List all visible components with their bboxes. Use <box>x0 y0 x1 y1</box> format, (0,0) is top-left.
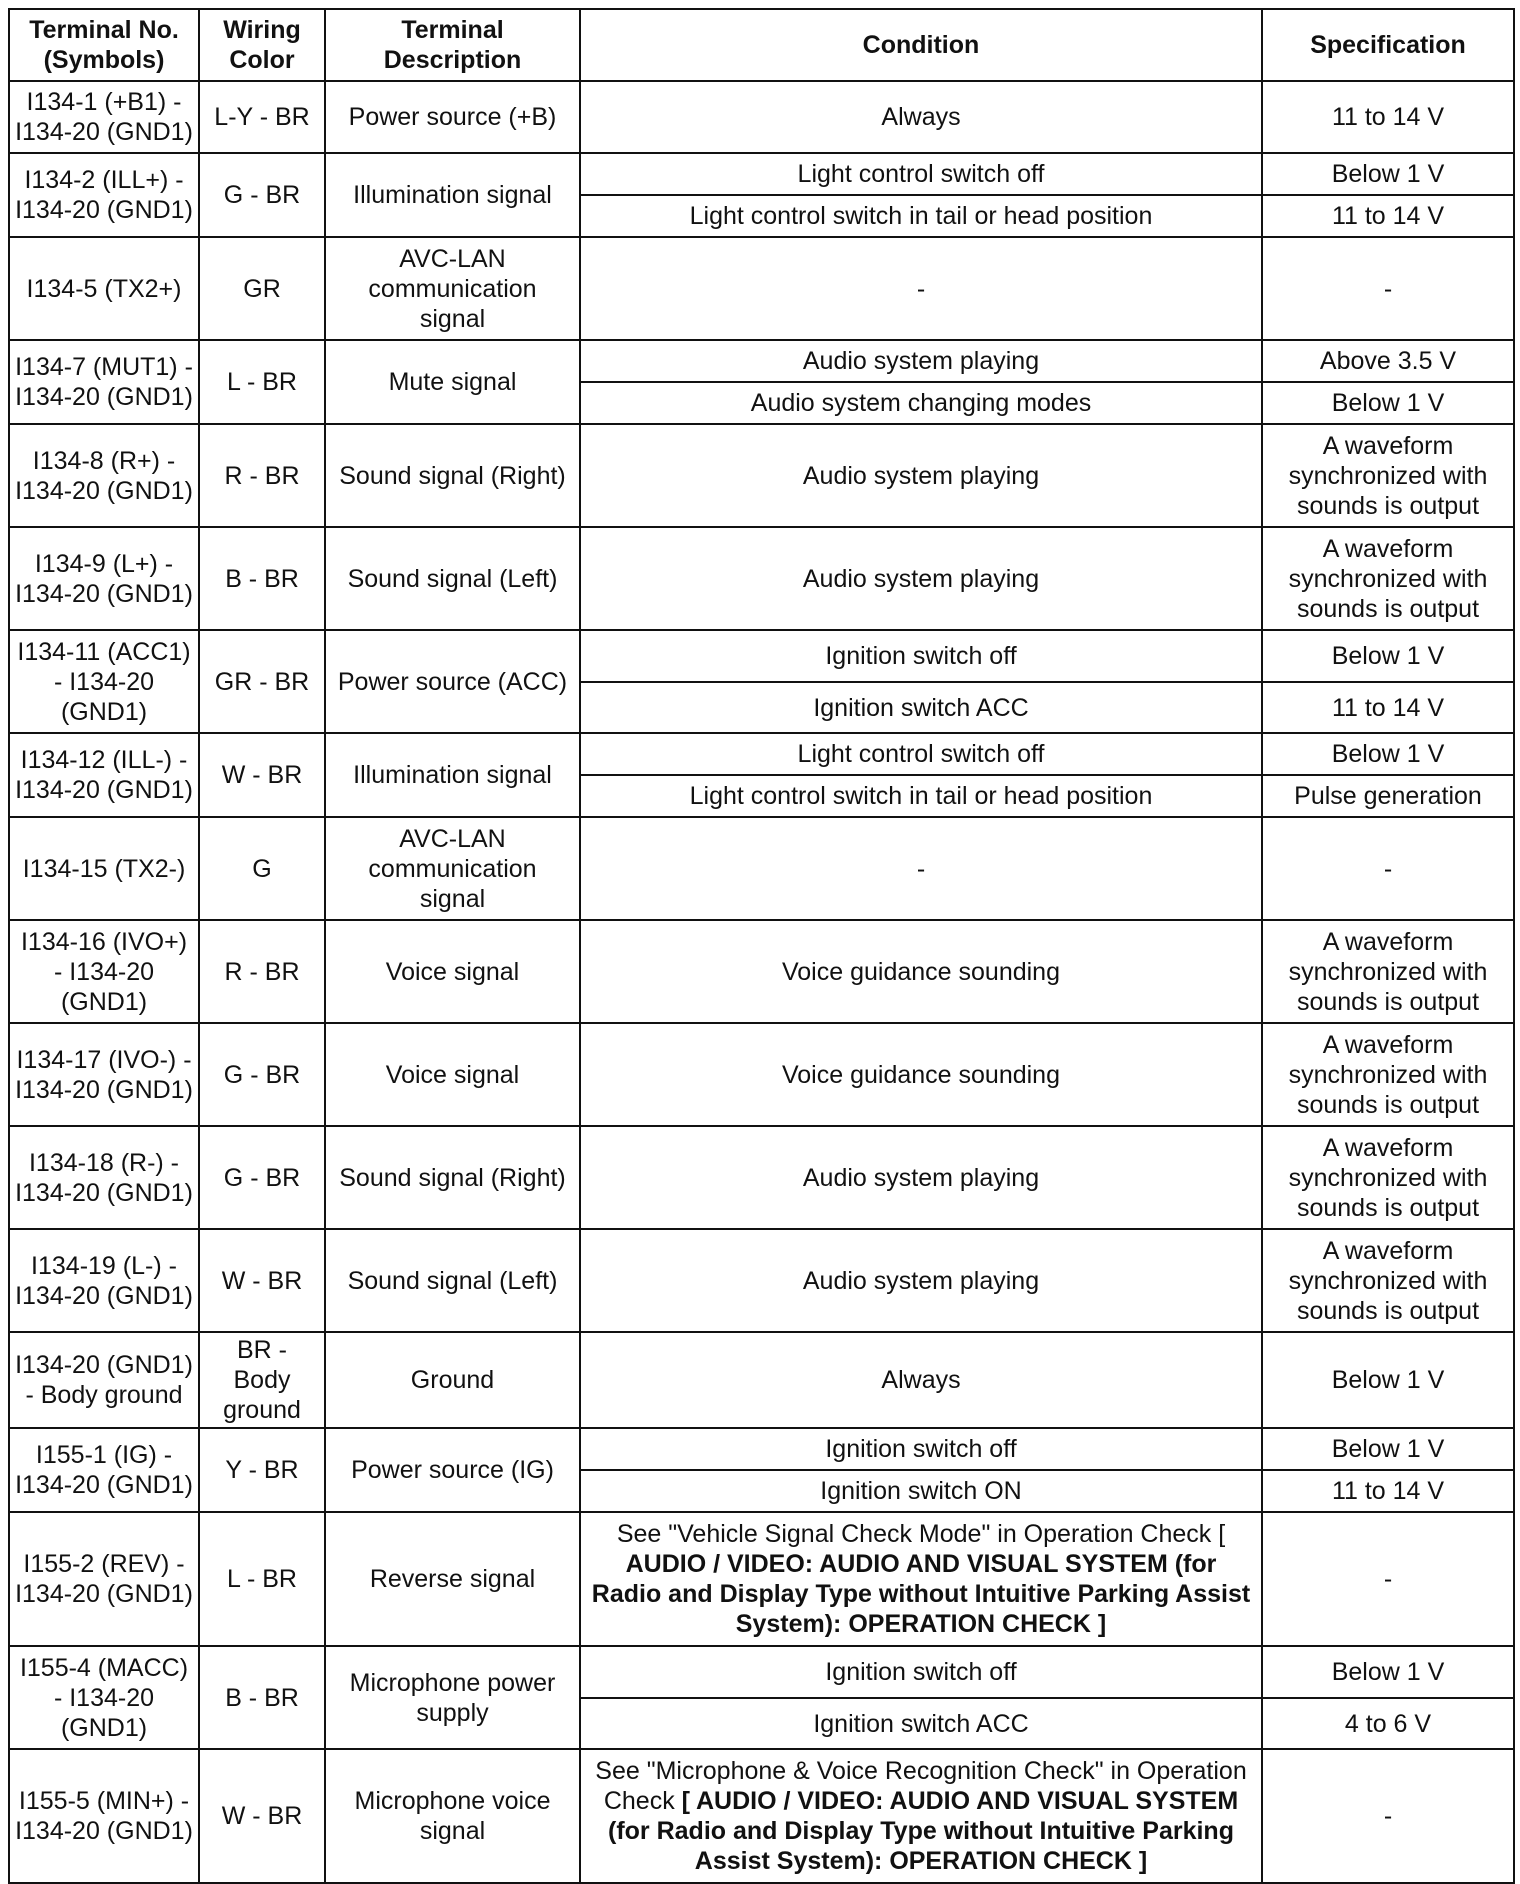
table-row <box>9 153 1514 195</box>
description-cell: Reverse signal <box>325 1512 580 1646</box>
condition-cell: Voice guidance sounding <box>580 920 1262 1023</box>
spec-cell: Below 1 V <box>1262 630 1514 682</box>
operation-check-reference: [ AUDIO / VIDEO: AUDIO AND VISUAL SYSTEM (for Radio and Display Type without Intuitive Parking Assist System): OPERATION CHECK ] <box>608 1787 1239 1875</box>
wiring-color-cell: G - BR <box>199 1023 325 1126</box>
table-row <box>9 1023 1514 1126</box>
terminal-cell: I134-2 (ILL+) - I134-20 (GND1) <box>9 153 199 237</box>
header-description: Terminal Description <box>325 9 580 81</box>
condition-cell: Ignition switch off <box>580 1646 1262 1698</box>
condition-cell: Audio system playing <box>580 1126 1262 1229</box>
description-cell: Ground <box>325 1332 580 1428</box>
table-row <box>9 920 1514 1023</box>
description-cell: Illumination signal <box>325 733 580 817</box>
terminal-cell: I134-11 (ACC1) - I134-20 (GND1) <box>9 630 199 733</box>
spec-cell: Above 3.5 V <box>1262 340 1514 382</box>
terminal-spec-table <box>8 8 1515 1884</box>
spec-cell: 11 to 14 V <box>1262 195 1514 237</box>
terminal-cell: I134-19 (L-) - I134-20 (GND1) <box>9 1229 199 1332</box>
table-row <box>9 1229 1514 1332</box>
description-cell: Sound signal (Left) <box>325 527 580 630</box>
table-row <box>9 424 1514 527</box>
spec-cell: A waveform synchronized with sounds is output <box>1262 527 1514 630</box>
terminal-table-container <box>8 8 1513 1884</box>
description-cell: Voice signal <box>325 920 580 1023</box>
spec-cell: A waveform synchronized with sounds is output <box>1262 1126 1514 1229</box>
spec-cell: Below 1 V <box>1262 1646 1514 1698</box>
terminal-cell: I155-5 (MIN+) - I134-20 (GND1) <box>9 1749 199 1883</box>
terminal-cell: I155-4 (MACC) - I134-20 (GND1) <box>9 1646 199 1749</box>
spec-cell: - <box>1262 817 1514 920</box>
terminal-cell: I134-12 (ILL-) - I134-20 (GND1) <box>9 733 199 817</box>
description-cell: Power source (ACC) <box>325 630 580 733</box>
terminal-cell: I134-8 (R+) - I134-20 (GND1) <box>9 424 199 527</box>
terminal-cell: I134-15 (TX2-) <box>9 817 199 920</box>
wiring-color-cell: Y - BR <box>199 1428 325 1512</box>
description-cell: Voice signal <box>325 1023 580 1126</box>
table-row <box>9 81 1514 153</box>
condition-cell: Ignition switch off <box>580 630 1262 682</box>
wiring-color-cell: B - BR <box>199 1646 325 1749</box>
table-row <box>9 1126 1514 1229</box>
wiring-color-cell: W - BR <box>199 1749 325 1883</box>
description-cell: Power source (+B) <box>325 81 580 153</box>
spec-cell: A waveform synchronized with sounds is output <box>1262 1023 1514 1126</box>
wiring-color-cell: GR <box>199 237 325 340</box>
condition-cell: Ignition switch ACC <box>580 1698 1262 1749</box>
condition-cell: Light control switch off <box>580 153 1262 195</box>
table-row <box>9 340 1514 382</box>
condition-cell: Light control switch in tail or head position <box>580 195 1262 237</box>
table-row <box>9 1512 1514 1646</box>
wiring-color-cell: BR - Body ground <box>199 1332 325 1428</box>
condition-cell: Voice guidance sounding <box>580 1023 1262 1126</box>
terminal-cell: I134-18 (R-) - I134-20 (GND1) <box>9 1126 199 1229</box>
terminal-cell: I134-1 (+B1) - I134-20 (GND1) <box>9 81 199 153</box>
description-cell: Illumination signal <box>325 153 580 237</box>
spec-cell: A waveform synchronized with sounds is output <box>1262 1229 1514 1332</box>
condition-cell <box>580 1749 1262 1883</box>
spec-cell: - <box>1262 1512 1514 1646</box>
condition-cell: Always <box>580 81 1262 153</box>
spec-cell: - <box>1262 237 1514 340</box>
table-row <box>9 1749 1514 1883</box>
spec-cell: 11 to 14 V <box>1262 81 1514 153</box>
wiring-color-cell: L - BR <box>199 1512 325 1646</box>
header-wiring-color: Wiring Color <box>199 9 325 81</box>
description-cell: Microphone voice signal <box>325 1749 580 1883</box>
wiring-color-cell: L-Y - BR <box>199 81 325 153</box>
spec-cell: 11 to 14 V <box>1262 682 1514 733</box>
condition-cell: Always <box>580 1332 1262 1428</box>
operation-check-reference: AUDIO / VIDEO: AUDIO AND VISUAL SYSTEM (for Radio and Display Type without Intuitive Parking Assist System): OPERATION CHECK ] <box>591 1550 1251 1638</box>
table-row <box>9 817 1514 920</box>
spec-cell: Below 1 V <box>1262 1332 1514 1428</box>
terminal-cell: I134-5 (TX2+) <box>9 237 199 340</box>
description-cell: AVC-LAN communication signal <box>325 237 580 340</box>
terminal-cell: I134-17 (IVO-) - I134-20 (GND1) <box>9 1023 199 1126</box>
spec-cell: - <box>1262 1749 1514 1883</box>
condition-cell: Ignition switch ON <box>580 1470 1262 1512</box>
table-header-row <box>9 9 1514 81</box>
table-row <box>9 630 1514 682</box>
condition-cell <box>580 1512 1262 1646</box>
terminal-cell: I155-2 (REV) - I134-20 (GND1) <box>9 1512 199 1646</box>
condition-cell: - <box>580 817 1262 920</box>
spec-cell: Below 1 V <box>1262 1428 1514 1470</box>
description-cell: Microphone power supply <box>325 1646 580 1749</box>
spec-cell: Below 1 V <box>1262 382 1514 424</box>
wiring-color-cell: G - BR <box>199 1126 325 1229</box>
table-row <box>9 527 1514 630</box>
header-terminal: Terminal No. (Symbols) <box>9 9 199 81</box>
terminal-cell: I134-9 (L+) - I134-20 (GND1) <box>9 527 199 630</box>
spec-cell: 11 to 14 V <box>1262 1470 1514 1512</box>
spec-cell: Pulse generation <box>1262 775 1514 817</box>
table-row <box>9 733 1514 775</box>
wiring-color-cell: B - BR <box>199 527 325 630</box>
terminal-cell: I155-1 (IG) - I134-20 (GND1) <box>9 1428 199 1512</box>
wiring-color-cell: GR - BR <box>199 630 325 733</box>
condition-cell: Light control switch in tail or head position <box>580 775 1262 817</box>
condition-cell: Light control switch off <box>580 733 1262 775</box>
wiring-color-cell: W - BR <box>199 1229 325 1332</box>
terminal-cell: I134-20 (GND1) - Body ground <box>9 1332 199 1428</box>
condition-cell: Ignition switch off <box>580 1428 1262 1470</box>
header-condition: Condition <box>580 9 1262 81</box>
condition-cell: Audio system changing modes <box>580 382 1262 424</box>
wiring-color-cell: R - BR <box>199 424 325 527</box>
terminal-cell: I134-7 (MUT1) - I134-20 (GND1) <box>9 340 199 424</box>
spec-cell: A waveform synchronized with sounds is output <box>1262 424 1514 527</box>
condition-text: See "Microphone & Voice Recognition Check" in Operation Check <box>595 1757 1247 1815</box>
description-cell: Sound signal (Left) <box>325 1229 580 1332</box>
wiring-color-cell: L - BR <box>199 340 325 424</box>
table-row <box>9 1332 1514 1428</box>
condition-cell: - <box>580 237 1262 340</box>
wiring-color-cell: G <box>199 817 325 920</box>
description-cell: Sound signal (Right) <box>325 1126 580 1229</box>
description-cell: AVC-LAN communication signal <box>325 817 580 920</box>
description-cell: Mute signal <box>325 340 580 424</box>
spec-cell: Below 1 V <box>1262 153 1514 195</box>
spec-cell: Below 1 V <box>1262 733 1514 775</box>
spec-cell: A waveform synchronized with sounds is output <box>1262 920 1514 1023</box>
table-row <box>9 237 1514 340</box>
wiring-color-cell: G - BR <box>199 153 325 237</box>
spec-cell: 4 to 6 V <box>1262 1698 1514 1749</box>
table-row <box>9 1646 1514 1698</box>
condition-cell: Audio system playing <box>580 424 1262 527</box>
table-row <box>9 1428 1514 1470</box>
terminal-cell: I134-16 (IVO+) - I134-20 (GND1) <box>9 920 199 1023</box>
description-cell: Sound signal (Right) <box>325 424 580 527</box>
condition-cell: Audio system playing <box>580 340 1262 382</box>
header-specification: Specification <box>1262 9 1514 81</box>
wiring-color-cell: R - BR <box>199 920 325 1023</box>
description-cell: Power source (IG) <box>325 1428 580 1512</box>
condition-cell: Audio system playing <box>580 1229 1262 1332</box>
condition-cell: Ignition switch ACC <box>580 682 1262 733</box>
wiring-color-cell: W - BR <box>199 733 325 817</box>
condition-cell: Audio system playing <box>580 527 1262 630</box>
condition-text: See "Vehicle Signal Check Mode" in Operation Check [ <box>616 1520 1226 1548</box>
